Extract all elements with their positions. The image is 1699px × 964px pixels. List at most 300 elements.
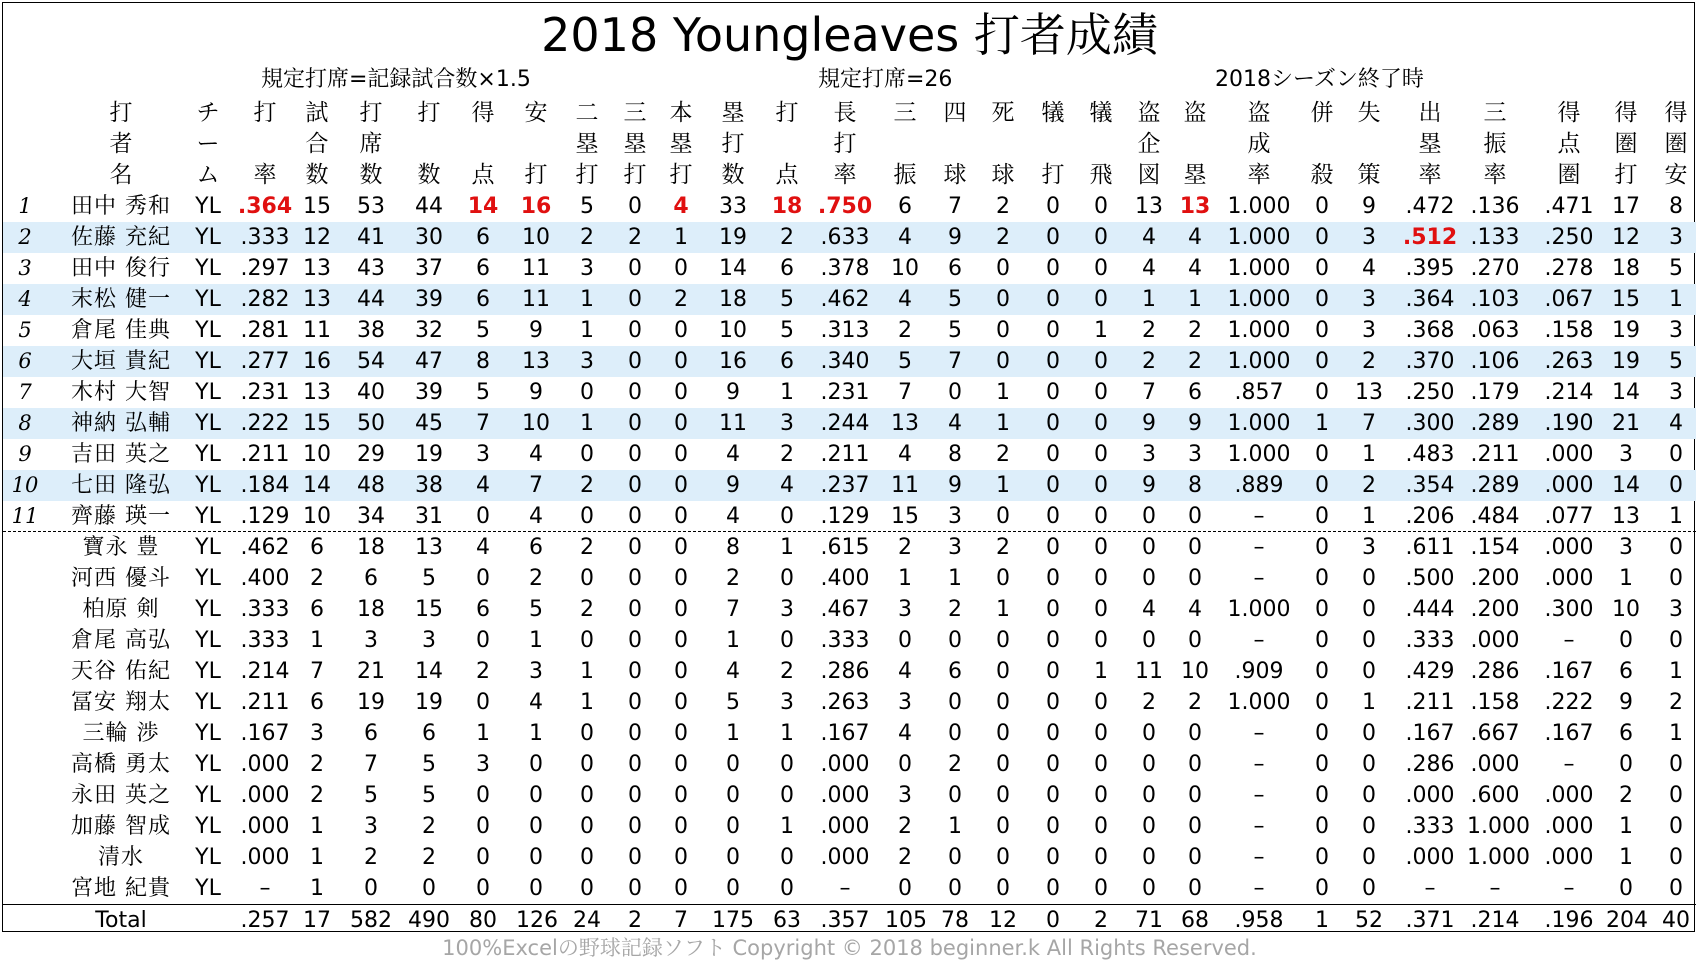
player-name: 齊藤 瑛一 bbox=[71, 504, 171, 529]
stat-cell: 3 bbox=[422, 628, 436, 653]
stat-cell: 0 bbox=[1315, 845, 1329, 870]
table-row bbox=[3, 253, 1696, 284]
stat-cell: 0 bbox=[674, 318, 688, 343]
season-status-note: 2018シーズン終了時 bbox=[1215, 67, 1424, 92]
player-name: 三輪 渉 bbox=[82, 721, 160, 746]
column-header: 三 振 bbox=[893, 100, 917, 188]
table-row bbox=[3, 718, 1696, 749]
stat-cell: 18 bbox=[1612, 256, 1640, 281]
table-row bbox=[3, 191, 1696, 222]
stat-cell: 5 bbox=[898, 349, 912, 374]
stat-cell: 3 bbox=[1362, 535, 1376, 560]
table-row bbox=[3, 532, 1696, 563]
stat-cell: – bbox=[1253, 814, 1265, 839]
stat-cell: .190 bbox=[1544, 411, 1594, 436]
stat-cell: 4 bbox=[898, 287, 912, 312]
stat-cell: 0 bbox=[1046, 628, 1060, 653]
stat-cell: 0 bbox=[1669, 473, 1683, 498]
rank-number: 2 bbox=[18, 225, 32, 249]
rank-number: 9 bbox=[18, 442, 32, 466]
stat-cell: 13 bbox=[1355, 380, 1383, 405]
stat-cell: 1 bbox=[476, 721, 490, 746]
stat-cell: 2 bbox=[674, 287, 688, 312]
stat-cell: 10 bbox=[1612, 597, 1640, 622]
stat-cell: 1 bbox=[948, 566, 962, 591]
stat-cell: 0 bbox=[1188, 783, 1202, 808]
team-code: YL bbox=[195, 504, 221, 529]
player-name: 大垣 貴紀 bbox=[71, 349, 171, 374]
stat-cell: 6 bbox=[476, 597, 490, 622]
stat-cell: .250 bbox=[1405, 380, 1455, 405]
stat-cell: 10 bbox=[303, 442, 331, 467]
stat-cell: .133 bbox=[1470, 225, 1520, 250]
stat-cell: .857 bbox=[1234, 380, 1284, 405]
column-header: 二 塁 打 bbox=[575, 100, 599, 188]
stat-cell: 0 bbox=[996, 783, 1010, 808]
stat-cell: 3 bbox=[1362, 287, 1376, 312]
stat-cell: 11 bbox=[522, 287, 550, 312]
stat-cell: 0 bbox=[1046, 659, 1060, 684]
total-cell: 105 bbox=[885, 908, 927, 933]
player-name: 冨安 翔太 bbox=[71, 690, 171, 715]
stat-cell: 13 bbox=[891, 411, 919, 436]
stat-cell: 7 bbox=[1142, 380, 1156, 405]
stat-cell: 1 bbox=[1362, 442, 1376, 467]
column-header: チ ー ム bbox=[196, 100, 220, 188]
stat-cell: 0 bbox=[628, 752, 642, 777]
stat-cell: 2 bbox=[780, 442, 794, 467]
stat-cell: – bbox=[1563, 876, 1575, 901]
stat-cell: 0 bbox=[364, 876, 378, 901]
stat-cell: 1 bbox=[1669, 659, 1683, 684]
total-cell: .371 bbox=[1405, 908, 1455, 933]
stat-cell: 19 bbox=[719, 225, 747, 250]
stat-cell: 1 bbox=[948, 814, 962, 839]
stat-cell: 0 bbox=[996, 318, 1010, 343]
stat-cell: 2 bbox=[780, 659, 794, 684]
stat-cell: 2 bbox=[996, 535, 1010, 560]
stat-cell: 1 bbox=[580, 287, 594, 312]
stat-cell: 0 bbox=[780, 504, 794, 529]
stat-cell: 4 bbox=[898, 225, 912, 250]
stat-cell: 0 bbox=[1315, 659, 1329, 684]
stat-cell: 0 bbox=[529, 752, 543, 777]
stat-cell: .277 bbox=[240, 349, 290, 374]
stat-cell: 2 bbox=[476, 659, 490, 684]
stat-cell: 10 bbox=[303, 504, 331, 529]
stat-cell: 14 bbox=[415, 659, 443, 684]
stat-cell: 1.000 bbox=[1467, 845, 1530, 870]
stat-cell: .000 bbox=[820, 752, 870, 777]
stat-cell: 0 bbox=[996, 287, 1010, 312]
total-cell: 175 bbox=[712, 908, 754, 933]
stat-cell: 10 bbox=[719, 318, 747, 343]
player-name: 末松 健一 bbox=[71, 287, 171, 312]
stat-cell: 4 bbox=[898, 659, 912, 684]
stat-cell: 11 bbox=[719, 411, 747, 436]
column-header: 長 打 率 bbox=[833, 100, 857, 188]
total-cell: 80 bbox=[469, 908, 497, 933]
stat-cell: 0 bbox=[1046, 442, 1060, 467]
stat-cell: 4 bbox=[1188, 256, 1202, 281]
stat-cell: 6 bbox=[1619, 659, 1633, 684]
stat-cell: .167 bbox=[1544, 721, 1594, 746]
stat-cell: 19 bbox=[357, 690, 385, 715]
stat-cell: .000 bbox=[1405, 783, 1455, 808]
stat-cell: 0 bbox=[1094, 349, 1108, 374]
team-code: YL bbox=[195, 721, 221, 746]
total-cell: 126 bbox=[516, 908, 558, 933]
stat-cell: .244 bbox=[820, 411, 870, 436]
stat-cell: 1 bbox=[1142, 287, 1156, 312]
stat-cell: 0 bbox=[1188, 876, 1202, 901]
stat-cell: .063 bbox=[1470, 318, 1520, 343]
stat-cell: 1 bbox=[726, 721, 740, 746]
stat-cell: .462 bbox=[820, 287, 870, 312]
stat-cell: 0 bbox=[1094, 256, 1108, 281]
stat-cell: 0 bbox=[996, 504, 1010, 529]
stat-cell: .289 bbox=[1470, 473, 1520, 498]
stat-cell: 11 bbox=[1135, 659, 1163, 684]
stat-cell: .000 bbox=[240, 845, 290, 870]
stat-cell: 0 bbox=[476, 814, 490, 839]
stat-cell: 4 bbox=[726, 659, 740, 684]
stat-cell: 3 bbox=[948, 535, 962, 560]
stat-cell: 0 bbox=[996, 876, 1010, 901]
stat-cell: .364 bbox=[237, 194, 293, 219]
stat-cell: 0 bbox=[476, 504, 490, 529]
stat-cell: 54 bbox=[357, 349, 385, 374]
stat-cell: .222 bbox=[240, 411, 290, 436]
stat-cell: 0 bbox=[674, 535, 688, 560]
stat-cell: 18 bbox=[357, 535, 385, 560]
stat-cell: .000 bbox=[1405, 845, 1455, 870]
stat-cell: .000 bbox=[1544, 566, 1594, 591]
stat-cell: 13 bbox=[522, 349, 550, 374]
stat-cell: 0 bbox=[628, 690, 642, 715]
stat-cell: 0 bbox=[1046, 566, 1060, 591]
stat-cell: 10 bbox=[891, 256, 919, 281]
player-name: 加藤 智成 bbox=[71, 814, 171, 839]
player-name: 吉田 英之 bbox=[71, 442, 171, 467]
stat-cell: 2 bbox=[1619, 783, 1633, 808]
stat-cell: 3 bbox=[1669, 380, 1683, 405]
stat-cell: 41 bbox=[357, 225, 385, 250]
player-name: 倉尾 佳典 bbox=[71, 318, 171, 343]
stat-cell: 3 bbox=[1188, 442, 1202, 467]
stat-cell: 9 bbox=[726, 473, 740, 498]
stat-cell: 2 bbox=[1188, 318, 1202, 343]
table-row bbox=[3, 842, 1696, 873]
stat-cell: 0 bbox=[1315, 752, 1329, 777]
stat-cell: 0 bbox=[1669, 845, 1683, 870]
column-header: 三 振 率 bbox=[1483, 100, 1507, 188]
stat-cell: 0 bbox=[628, 287, 642, 312]
stat-cell: 6 bbox=[476, 256, 490, 281]
stat-cell: 0 bbox=[948, 845, 962, 870]
stat-cell: 0 bbox=[726, 783, 740, 808]
stat-cell: 0 bbox=[1142, 721, 1156, 746]
stat-cell: 0 bbox=[1094, 628, 1108, 653]
stat-cell: .211 bbox=[240, 690, 290, 715]
stat-cell: 6 bbox=[476, 225, 490, 250]
total-label: Total bbox=[95, 908, 147, 933]
stat-cell: 9 bbox=[1619, 690, 1633, 715]
stat-cell: .000 bbox=[820, 845, 870, 870]
rank-number: 5 bbox=[18, 318, 32, 342]
table-row bbox=[3, 315, 1696, 346]
stat-cell: 0 bbox=[726, 752, 740, 777]
stat-cell: 2 bbox=[422, 845, 436, 870]
stat-cell: 4 bbox=[476, 473, 490, 498]
stat-cell: 38 bbox=[357, 318, 385, 343]
stat-cell: 0 bbox=[1362, 783, 1376, 808]
stat-cell: 0 bbox=[780, 628, 794, 653]
stat-cell: 3 bbox=[1619, 442, 1633, 467]
table-row bbox=[3, 470, 1696, 501]
stat-cell: 5 bbox=[476, 318, 490, 343]
stat-cell: 3 bbox=[780, 690, 794, 715]
stat-cell: .211 bbox=[1470, 442, 1520, 467]
stat-cell: .300 bbox=[1405, 411, 1455, 436]
stat-cell: 1 bbox=[580, 318, 594, 343]
stat-cell: 0 bbox=[1046, 349, 1060, 374]
column-header: 四 球 bbox=[943, 100, 967, 188]
total-cell: 490 bbox=[408, 908, 450, 933]
stat-cell: 0 bbox=[1094, 194, 1108, 219]
stat-cell: 0 bbox=[628, 814, 642, 839]
stat-cell: 2 bbox=[996, 225, 1010, 250]
stat-cell: 15 bbox=[891, 504, 919, 529]
stat-cell: 0 bbox=[1142, 783, 1156, 808]
team-code: YL bbox=[195, 566, 221, 591]
stat-cell: 5 bbox=[529, 597, 543, 622]
stat-cell: 0 bbox=[1315, 194, 1329, 219]
player-name: 柏原 剣 bbox=[82, 597, 160, 622]
stat-cell: .395 bbox=[1405, 256, 1455, 281]
stat-cell: 0 bbox=[898, 752, 912, 777]
stat-cell: 0 bbox=[1315, 876, 1329, 901]
stat-cell: 4 bbox=[476, 535, 490, 560]
stat-cell: 37 bbox=[415, 256, 443, 281]
stat-cell: 0 bbox=[674, 690, 688, 715]
stat-cell: 7 bbox=[529, 473, 543, 498]
stat-cell: 0 bbox=[996, 256, 1010, 281]
stat-cell: 0 bbox=[674, 380, 688, 405]
stat-cell: 15 bbox=[415, 597, 443, 622]
stat-cell: 1 bbox=[580, 411, 594, 436]
stat-cell: 0 bbox=[1046, 318, 1060, 343]
stat-cell: 0 bbox=[1188, 628, 1202, 653]
column-header: 塁 打 数 bbox=[721, 100, 745, 188]
stat-cell: 0 bbox=[1094, 597, 1108, 622]
column-header: 得 圏 打 bbox=[1614, 100, 1638, 188]
stat-cell: 5 bbox=[780, 318, 794, 343]
stat-cell: 0 bbox=[1669, 783, 1683, 808]
stat-cell: – bbox=[259, 876, 271, 901]
stat-cell: 0 bbox=[529, 876, 543, 901]
stat-cell: 6 bbox=[898, 194, 912, 219]
stat-cell: .000 bbox=[240, 752, 290, 777]
stat-cell: 8 bbox=[726, 535, 740, 560]
stat-cell: .214 bbox=[1544, 380, 1594, 405]
player-name: 清水 bbox=[97, 845, 144, 870]
stat-cell: 1.000 bbox=[1227, 690, 1291, 715]
rank-number: 1 bbox=[18, 194, 32, 218]
team-code: YL bbox=[195, 659, 221, 684]
stat-cell: 0 bbox=[1094, 225, 1108, 250]
table-row bbox=[3, 811, 1696, 842]
team-code: YL bbox=[195, 442, 221, 467]
stat-cell: .270 bbox=[1470, 256, 1520, 281]
stat-cell: 1.000 bbox=[1227, 411, 1291, 436]
stat-cell: 0 bbox=[1046, 876, 1060, 901]
stat-cell: 1 bbox=[1669, 504, 1683, 529]
column-header: 失 策 bbox=[1357, 100, 1381, 188]
stat-cell: – bbox=[1424, 876, 1436, 901]
stat-cell: 0 bbox=[948, 783, 962, 808]
stat-cell: 9 bbox=[529, 318, 543, 343]
stat-cell: .615 bbox=[820, 535, 870, 560]
total-cell: 63 bbox=[773, 908, 801, 933]
total-cell: 2 bbox=[628, 908, 642, 933]
team-code: YL bbox=[195, 473, 221, 498]
stat-cell: .211 bbox=[820, 442, 870, 467]
team-code: YL bbox=[195, 845, 221, 870]
stat-cell: 19 bbox=[1612, 318, 1640, 343]
stat-cell: .103 bbox=[1470, 287, 1520, 312]
stat-cell: .214 bbox=[240, 659, 290, 684]
stat-cell: 0 bbox=[948, 380, 962, 405]
stat-cell: 0 bbox=[580, 504, 594, 529]
stat-cell: 0 bbox=[780, 876, 794, 901]
stat-cell: 0 bbox=[674, 814, 688, 839]
team-code: YL bbox=[195, 287, 221, 312]
table-row bbox=[3, 439, 1696, 470]
stat-cell: 3 bbox=[1669, 597, 1683, 622]
stat-cell: 0 bbox=[996, 349, 1010, 374]
stat-cell: 0 bbox=[476, 845, 490, 870]
stat-cell: 1 bbox=[580, 690, 594, 715]
stat-cell: 3 bbox=[580, 349, 594, 374]
stat-cell: 3 bbox=[898, 597, 912, 622]
stat-cell: 14 bbox=[1612, 473, 1640, 498]
stat-cell: 0 bbox=[1669, 628, 1683, 653]
stat-cell: 0 bbox=[1046, 535, 1060, 560]
stat-cell: .633 bbox=[820, 225, 870, 250]
total-cell: .357 bbox=[820, 908, 870, 933]
table-row bbox=[3, 346, 1696, 377]
stat-cell: 0 bbox=[628, 380, 642, 405]
stat-cell: 0 bbox=[628, 566, 642, 591]
stat-cell: 30 bbox=[415, 225, 443, 250]
stat-cell: .000 bbox=[820, 783, 870, 808]
stat-cell: 0 bbox=[476, 690, 490, 715]
rank-number: 3 bbox=[18, 256, 32, 280]
stat-cell: .462 bbox=[240, 535, 290, 560]
stat-cell: – bbox=[839, 876, 851, 901]
stat-cell: – bbox=[1563, 752, 1575, 777]
stat-cell: .333 bbox=[820, 628, 870, 653]
stat-cell: 4 bbox=[726, 442, 740, 467]
stat-cell: 0 bbox=[1669, 535, 1683, 560]
column-header: 得 点 圏 bbox=[1557, 100, 1581, 188]
stat-cell: 0 bbox=[674, 566, 688, 591]
stat-cell: .129 bbox=[240, 504, 290, 529]
player-name: 田中 秀和 bbox=[71, 194, 171, 219]
stat-cell: .136 bbox=[1470, 194, 1520, 219]
stat-cell: 6 bbox=[529, 535, 543, 560]
stat-cell: 3 bbox=[780, 411, 794, 436]
stat-cell: 0 bbox=[1046, 721, 1060, 746]
stat-cell: 14 bbox=[467, 194, 499, 219]
table-row bbox=[3, 377, 1696, 408]
stat-cell: .483 bbox=[1405, 442, 1455, 467]
player-name: 木村 大智 bbox=[71, 380, 171, 405]
team-code: YL bbox=[195, 752, 221, 777]
stat-cell: 0 bbox=[996, 845, 1010, 870]
stat-cell: 3 bbox=[1669, 225, 1683, 250]
player-name: 寶永 豊 bbox=[82, 535, 160, 560]
stat-cell: 4 bbox=[1669, 411, 1683, 436]
stat-cell: 4 bbox=[780, 473, 794, 498]
team-code: YL bbox=[195, 349, 221, 374]
stat-cell: .467 bbox=[820, 597, 870, 622]
stat-cell: – bbox=[1253, 504, 1265, 529]
stat-cell: 2 bbox=[780, 225, 794, 250]
stat-cell: 0 bbox=[1046, 504, 1060, 529]
stat-cell: 2 bbox=[1188, 690, 1202, 715]
stat-cell: .364 bbox=[1405, 287, 1455, 312]
stat-cell: .333 bbox=[1405, 628, 1455, 653]
column-header: 犠 飛 bbox=[1089, 100, 1113, 188]
stat-cell: 0 bbox=[1094, 783, 1108, 808]
stat-cell: 8 bbox=[476, 349, 490, 374]
stat-cell: 0 bbox=[628, 721, 642, 746]
stat-cell: 45 bbox=[415, 411, 443, 436]
stat-cell: 0 bbox=[1046, 411, 1060, 436]
column-header: 打 席 数 bbox=[359, 100, 383, 188]
stat-cell: 0 bbox=[1142, 504, 1156, 529]
stat-cell: 0 bbox=[1142, 845, 1156, 870]
stat-cell: 47 bbox=[415, 349, 443, 374]
stat-cell: 1 bbox=[529, 628, 543, 653]
stat-cell: 0 bbox=[674, 659, 688, 684]
player-name: 神納 弘輔 bbox=[71, 411, 171, 436]
stat-cell: .200 bbox=[1470, 597, 1520, 622]
stat-cell: 48 bbox=[357, 473, 385, 498]
stat-cell: 2 bbox=[580, 597, 594, 622]
stat-cell: 5 bbox=[476, 380, 490, 405]
stat-cell: .484 bbox=[1470, 504, 1520, 529]
total-cell: 78 bbox=[941, 908, 969, 933]
stat-cell: 2 bbox=[898, 814, 912, 839]
stat-cell: .158 bbox=[1544, 318, 1594, 343]
stat-cell: 0 bbox=[1315, 597, 1329, 622]
table-row bbox=[3, 408, 1696, 439]
stat-cell: .263 bbox=[1544, 349, 1594, 374]
total-cell: 52 bbox=[1355, 908, 1383, 933]
stat-cell: 3 bbox=[780, 597, 794, 622]
stat-cell: 3 bbox=[476, 752, 490, 777]
stat-cell: 0 bbox=[1094, 690, 1108, 715]
stat-cell: 0 bbox=[1315, 473, 1329, 498]
stat-cell: 0 bbox=[1094, 504, 1108, 529]
stat-cell: 0 bbox=[1094, 566, 1108, 591]
column-header: 併 殺 bbox=[1310, 100, 1334, 188]
stat-cell: 0 bbox=[674, 597, 688, 622]
total-cell: .214 bbox=[1470, 908, 1520, 933]
